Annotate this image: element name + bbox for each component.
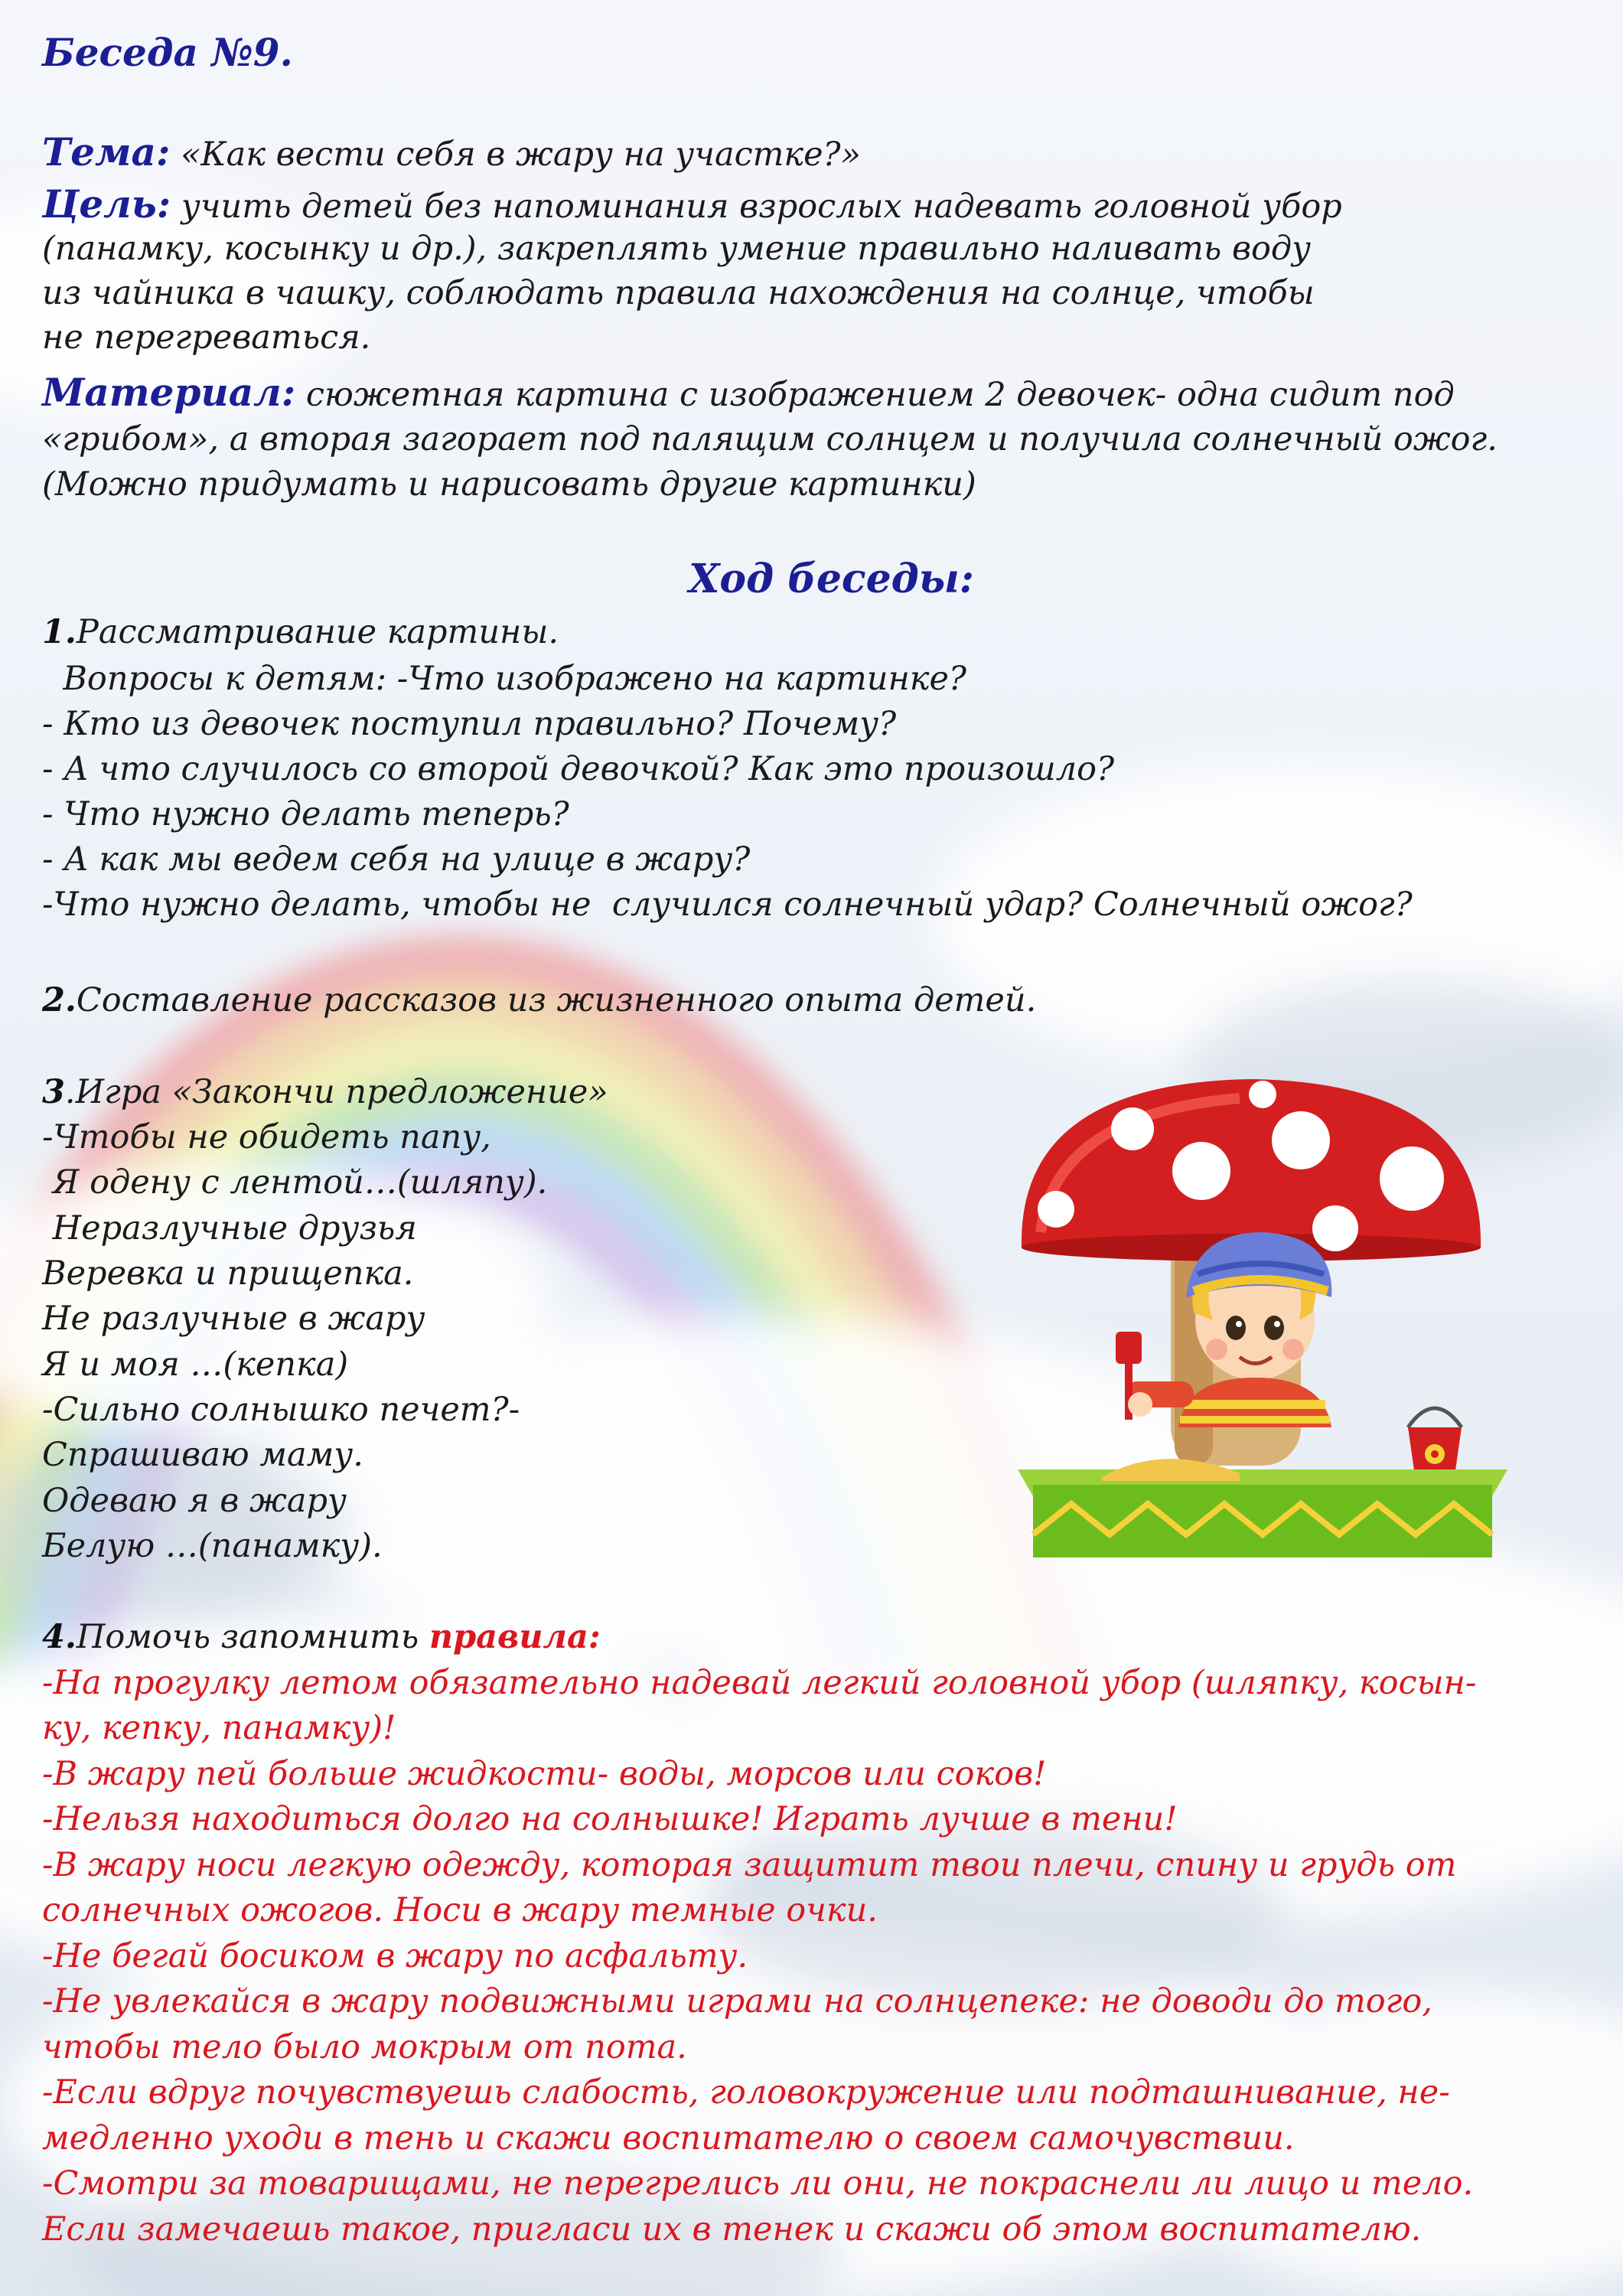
rule-line-6: солнечных ожогов. Носи в жару темные очки. (42, 1891, 878, 1929)
step1-title: 1.Рассматривание картины. (42, 613, 559, 651)
step1-question-4: - Что нужно делать теперь? (42, 795, 569, 833)
step1-question-3: - А что случилось со второй девочкой? Как это произошло? (42, 750, 1115, 788)
step4-title: 4.Помочь запомнить правила: (42, 1618, 601, 1656)
rule-line-8: -Не увлекайся в жару подвижными играми на солнцепеке: не доводи до того, (42, 1982, 1432, 2020)
material-line-3: (Можно придумать и нарисовать другие картинки) (42, 465, 976, 504)
step3-line-1: -Чтобы не обидеть папу, (42, 1118, 491, 1156)
step3-line-4: Веревка и прищепка. (42, 1254, 414, 1293)
step2-title: 2.Составление рассказов из жизненного опыта детей. (42, 981, 1037, 1019)
rule-line-3: -В жару пей больше жидкости- воды, морсов или соков! (42, 1755, 1047, 1793)
goal-line-4: не перегреваться. (42, 318, 371, 357)
rule-line-10: -Если вдруг почувствуешь слабость, головокружение или подташнивание, не- (42, 2073, 1450, 2112)
rule-line-2: ку, кепку, панамку)! (42, 1709, 396, 1747)
step1-question-6: -Что нужно делать, чтобы не случился солнечный удар? Солнечный ожог? (42, 885, 1413, 924)
goal-line-1: Цель: учить детей без напоминания взрослых надевать головной убор (42, 181, 1342, 227)
page-title: Беседа №9. (42, 30, 293, 75)
step3-line-6: Я и моя …(кепка) (42, 1345, 349, 1384)
step3-line-2: Я одену с лентой…(шляпу). (42, 1163, 548, 1202)
rule-line-13: Если замечаешь такое, пригласи их в тенек и скажи об этом воспитателю. (42, 2210, 1422, 2249)
topic-line: Тема: «Как вести себя в жару на участке?» (42, 129, 861, 174)
goal-line-2: (панамку, косынку и др.), закреплять умение правильно наливать воду (42, 230, 1312, 268)
rule-line-5: -В жару носи легкую одежду, которая защитит твои плечи, спину и грудь от (42, 1846, 1457, 1884)
material-line-2: «грибом», а вторая загорает под палящим солнцем и получила солнечный ожог. (42, 420, 1498, 458)
rule-line-12: -Смотри за товарищами, не перегрелись ли они, не покраснели ли лицо и тело. (42, 2164, 1474, 2203)
step1-question-2: - Кто из девочек поступил правильно? Почему? (42, 705, 897, 743)
step3-line-3: Неразлучные друзья (42, 1209, 417, 1247)
rule-line-9: чтобы тело было мокрым от пота. (42, 2028, 687, 2066)
rule-line-11: медленно уходи в тень и скажи воспитателю о своем самочувствии. (42, 2119, 1295, 2157)
material-line-1: Материал: сюжетная картина с изображением 2 девочек- одна сидит под (42, 370, 1455, 415)
step1-question-5: - А как мы ведем себя на улице в жару? (42, 840, 751, 879)
rule-line-1: -На прогулку летом обязательно надевай легкий головной убор (шляпку, косын- (42, 1664, 1477, 1702)
step3-line-7: -Сильно солнышко печет?- (42, 1391, 520, 1429)
step3-title: 3.Игра «Закончи предложение» (42, 1073, 608, 1111)
course-heading: Ход беседы: (689, 556, 974, 602)
rule-line-4: -Нельзя находиться долго на солнышке! Играть лучше в тени! (42, 1800, 1178, 1838)
goal-line-3: из чайника в чашку, соблюдать правила нахождения на солнце, чтобы (42, 274, 1315, 312)
step3-line-9: Одеваю я в жару (42, 1482, 347, 1520)
rule-line-7: -Не бегай босиком в жару по асфальту. (42, 1937, 748, 1975)
step3-line-10: Белую …(панамку). (42, 1527, 383, 1565)
step3-line-8: Спрашиваю маму. (42, 1436, 363, 1474)
step1-question-1: Вопросы к детям: -Что изображено на картинке? (42, 660, 966, 698)
step3-line-5: Не разлучные в жару (42, 1300, 425, 1338)
